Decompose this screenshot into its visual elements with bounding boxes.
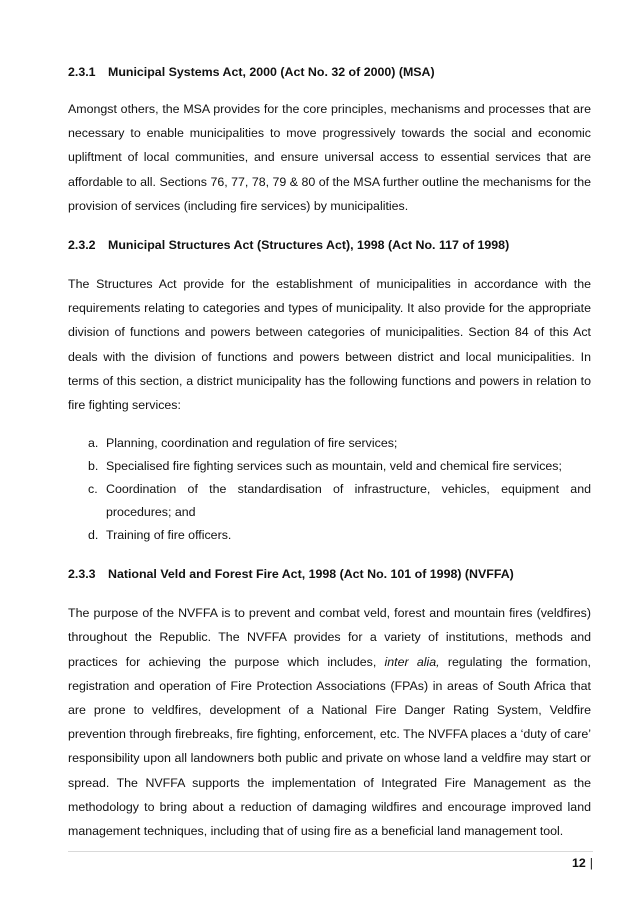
section-heading-2-3-1 bbox=[68, 60, 591, 84]
list-item-text: Specialised fire fighting services such as mountain, veld and chemical fire services; bbox=[106, 459, 562, 474]
page-footer bbox=[572, 855, 593, 871]
section-title: Municipal Structures Act (Structures Act), 1998 (Act No. 117 of 1998) bbox=[108, 238, 510, 253]
section-number: 2.3.2 bbox=[68, 238, 96, 253]
section-number: 2.3.3 bbox=[68, 567, 96, 582]
footer-separator: | bbox=[589, 856, 593, 870]
list-marker: b. bbox=[88, 459, 99, 474]
list-item bbox=[68, 524, 591, 547]
page-number: 12 bbox=[571, 856, 586, 870]
section-paragraph: The Structures Act provide for the establishment of municipalities in accordance with the requirements relating to categories and types of municipality. It also provide for the appropriate division of functions and powers between categories of municipalities. Section 84 of this Act deals with the division of functions and powers between district and local municipalities. In terms of this section, a district municipality has the following functions and powers in relation to fire fighting services: bbox=[68, 277, 591, 413]
paragraph-text: The purpose of the NVFFA is to prevent and combat veld, forest and mountain fires (veldfires) throughout the Republic. The NVFFA provides for a variety of institutions, methods and practices for achieving the purpose which includes, bbox=[68, 606, 591, 669]
section-heading-2-3-2 bbox=[68, 233, 591, 257]
list-marker: a. bbox=[88, 436, 99, 451]
section-heading-2-3-3 bbox=[68, 562, 591, 586]
list-item-text: Training of fire officers. bbox=[106, 528, 232, 543]
section-number: 2.3.1 bbox=[68, 65, 96, 79]
list-item bbox=[68, 432, 591, 455]
list-item-text: Coordination of the standardisation of infrastructure, vehicles, equipment and procedures; and bbox=[106, 482, 591, 520]
paragraph-text: regulating the formation, registration and operation of Fire Protection Associations (FPAs) in areas of South Africa that are prone to veldfires, development of a National Fire Danger Rating System, Veldfire prevention through firebreaks, fire fighting, enforcement, etc. The NVFFA places a ‘duty of care’ responsibility upon all landowners both public and private on whose land a veldfire may start or spread. The NVFFA supports the implementation of Integrated Fire Management as the methodology to bring about a reduction of damaging wildfires and encourage improved land management techniques, including that of using fire as a beneficial land management tool. bbox=[68, 654, 591, 839]
section-title: National Veld and Forest Fire Act, 1998 (Act No. 101 of 1998) (NVFFA) bbox=[108, 567, 514, 582]
list-marker: d. bbox=[88, 528, 99, 543]
footer-divider bbox=[68, 851, 593, 852]
list-item bbox=[68, 455, 591, 478]
section-paragraph bbox=[68, 601, 591, 843]
page-content bbox=[68, 60, 591, 843]
section-title: Municipal Systems Act, 2000 (Act No. 32 of 2000) (MSA) bbox=[108, 65, 435, 79]
list-marker: c. bbox=[88, 482, 98, 497]
italic-phrase: inter alia, bbox=[384, 654, 440, 669]
list-item-text: Planning, coordination and regulation of fire services; bbox=[106, 436, 398, 451]
list-item bbox=[68, 478, 591, 524]
functions-list bbox=[68, 432, 591, 547]
section-paragraph: Amongst others, the MSA provides for the core principles, mechanisms and processes that are necessary to enable municipalities to move progressively towards the social and economic upliftment of local communities, and ensure universal access to essential services that are affordable to all. Sections 76, 77, 78, 79 & 80 of the MSA further outline the mechanisms for the provision of services (including fire services) by municipalities. bbox=[68, 102, 591, 213]
